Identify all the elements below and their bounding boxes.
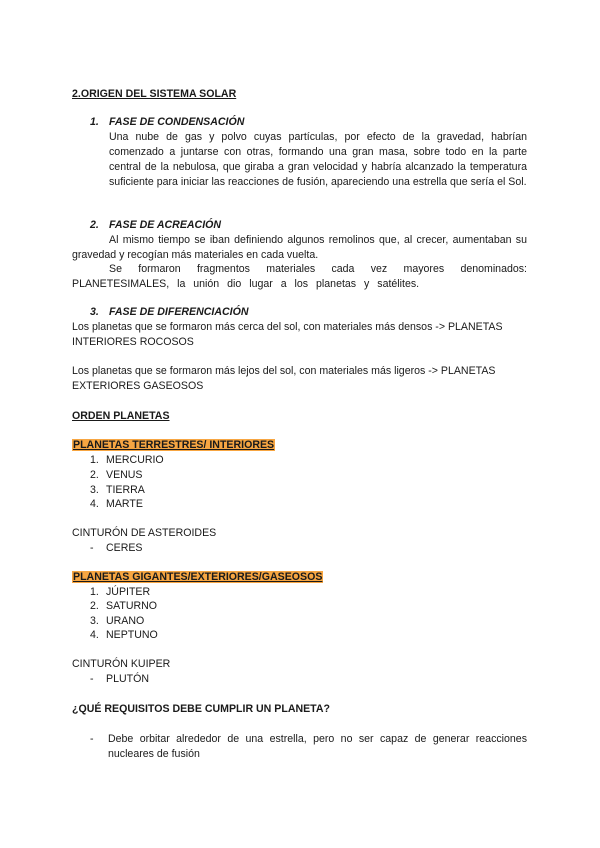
list-item: 4. NEPTUNO (90, 629, 158, 641)
phase-3-title: FASE DE DIFERENCIACIÓN (109, 306, 249, 318)
terrestrial-heading (72, 438, 275, 453)
asteroid-belt-label: CINTURÓN DE ASTEROIDES (72, 527, 217, 539)
list-item: 3. URANO (90, 615, 145, 627)
phase-2-number: 2. (90, 219, 99, 231)
giants-label: PLANETAS GIGANTES/EXTERIORES/GASEOSOS (73, 571, 323, 583)
giants-heading (72, 570, 323, 585)
phase-3-number: 3. (90, 306, 99, 318)
phase-3-paragraph-2: Los planetas que se formaron más lejos del sol, con materiales más ligeros -> PLANETAS EXTERIORES GASEOSOS (72, 365, 496, 392)
phase-1-title: FASE DE CONDENSACIÓN (109, 116, 245, 128)
phase-1-paragraph: Una nube de gas y polvo cuyas partículas, por efecto de la gravedad, habrían comenzado a juntarse con otras, formando una gran masa, sobre todo en la parte central de la nebulosa, que giraba a gran velocidad y habría alcanzado la temperatura suficiente para iniciar las reacciones de fusión, apareciendo una estrella que sería el Sol. (109, 131, 527, 188)
list-item: 3. TIERRA (90, 484, 145, 496)
list-item: - CERES (90, 542, 143, 554)
terrestrial-label: PLANETAS TERRESTRES/ INTERIORES (73, 439, 275, 451)
list-item: - PLUTÓN (90, 673, 149, 685)
list-item: 2. VENUS (90, 469, 143, 481)
phase-2-paragraph-2: Se formaron fragmentos materiales cada vez mayores denominados: PLANETESIMALES, la unión dio lugar a los planetas y satélites. (72, 263, 527, 290)
kuiper-belt-label: CINTURÓN KUIPER (72, 658, 171, 670)
question-item: Debe orbitar alrededor de una estrella, pero no ser capaz de generar reacciones nucleares de fusión (108, 733, 527, 760)
phase-3-paragraph-1: Los planetas que se formaron más cerca del sol, con materiales más densos -> PLANETAS INTERIORES ROCOSOS (72, 321, 503, 348)
list-item: 2. SATURNO (90, 600, 158, 612)
list-item: 4. MARTE (90, 498, 143, 510)
list-item: 1. MERCURIO (90, 454, 164, 466)
question-title: ¿QUÉ REQUISITOS DEBE CUMPLIR UN PLANETA? (72, 703, 330, 715)
list-item: 1. JÚPITER (90, 586, 151, 598)
phase-2-title: FASE DE ACREACIÓN (109, 219, 222, 231)
phase-2-paragraph-1: Al mismo tiempo se iban definiendo algunos remolinos que, al crecer, aumentaban su gravedad y recogían más materiales en cada vuelta. (72, 234, 527, 261)
question-bullet: - (90, 733, 94, 745)
section-title: 2.ORIGEN DEL SISTEMA SOLAR (72, 88, 237, 100)
phase-1-number: 1. (90, 116, 99, 128)
orden-planetas-title: ORDEN PLANETAS (72, 410, 170, 422)
